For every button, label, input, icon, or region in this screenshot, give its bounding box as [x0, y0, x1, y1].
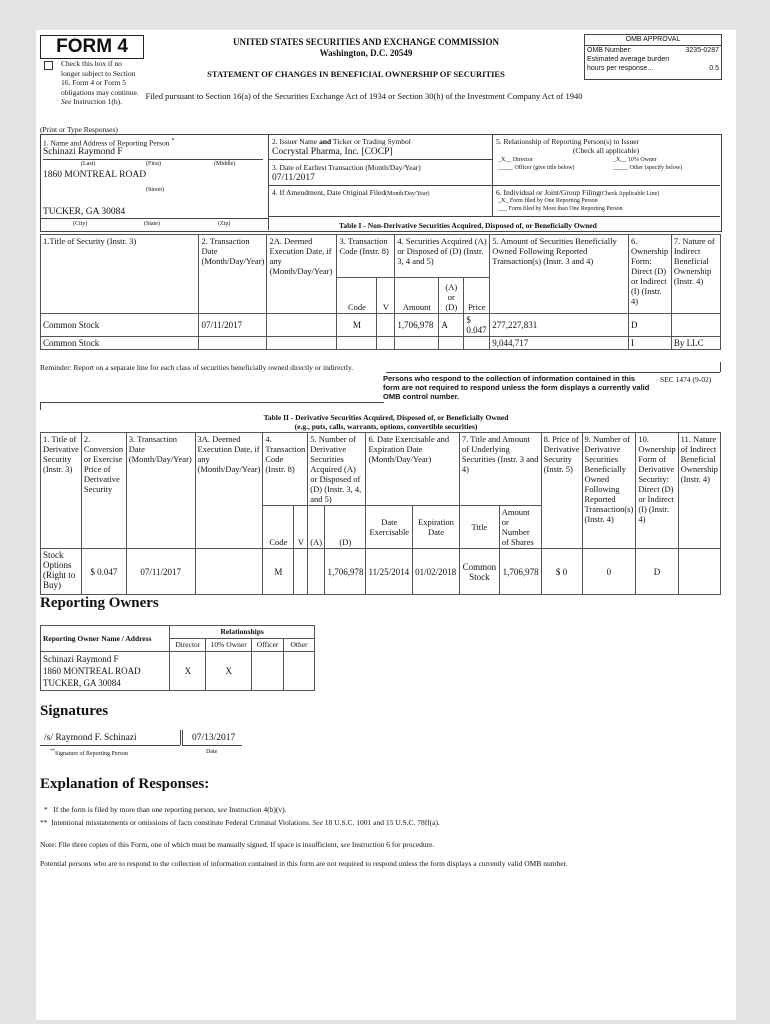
t2-r1-u-amount: 1,706,978 [499, 549, 541, 595]
ro-col-10: 10% Owner [206, 639, 252, 652]
t2-amount-col: Amount or Number of Shares [499, 506, 541, 549]
form-title: FORM 4 [56, 36, 128, 57]
ro-ten: X [206, 652, 252, 691]
omb-title: OMB APPROVAL [585, 35, 721, 46]
zip-label: (Zip) [218, 221, 231, 227]
table2 [40, 432, 721, 595]
table2-header [41, 433, 721, 506]
t1-r1-date: 07/11/2017 [199, 313, 267, 336]
street-label: (Street) [146, 187, 164, 193]
t2-r1-conv: $ 0.047 [81, 549, 126, 595]
omb-number-label: OMB Number: [587, 47, 632, 54]
t1-h3: 3. Transaction Code (Instr. 8) [337, 235, 395, 278]
t2-r1-d: 1,706,978 [325, 549, 366, 595]
agency-heading [186, 37, 546, 59]
t1-r1-aord: A [439, 313, 464, 336]
multi-person-filing: ___ Form filed by More than One Reporting Person [498, 206, 623, 212]
t1-r1-v [377, 313, 395, 336]
t1-h4: 4. Securities Acquired (A) or Disposed of (D) (Instr. 3, 4 and 5) [395, 235, 490, 278]
t2-d: (D) [325, 506, 366, 549]
date-label: Date [206, 749, 218, 755]
agency-city: Washington, D.C. 20549 [319, 48, 413, 58]
table1 [40, 234, 721, 350]
ro-col-name: Reporting Owner Name / Address [41, 626, 170, 652]
ten-percent-check: _X__ 10% Owner [613, 157, 657, 163]
checkbox-text: Check this box if no longer subject to Section 16. Form 4 or Form 5 obligations may continue. See Instruction 1(b). [61, 59, 139, 106]
table-row [41, 336, 721, 349]
t1-r1-owned: 277,227,831 [490, 313, 629, 336]
box4-label: 4. If Amendment, Date Original Filed(Month/Day/Year) [272, 188, 430, 197]
form-title-box [40, 35, 144, 59]
t1-aord: (A) or (D) [439, 277, 464, 313]
t1-r1-title: Common Stock [41, 313, 199, 336]
signatures-heading: Signatures [40, 703, 109, 719]
t1-r2-code [337, 336, 377, 349]
city-value: TUCKER, GA 30084 [43, 207, 126, 217]
sec-code: SEC 1474 (9-02) [660, 375, 712, 384]
t2-r1-code: M [263, 549, 294, 595]
t2-r1-deemed [195, 549, 263, 595]
box5-label: 5. Relationship of Reporting Person(s) to Issuer [496, 137, 640, 146]
t1-v: V [377, 277, 395, 313]
state-label: (State) [144, 221, 160, 227]
t1-r2-amount [395, 336, 439, 349]
t1-h2: 2. Transaction Date (Month/Day/Year) [199, 235, 267, 278]
potential-persons: Potential persons who are to respond to the collection of information contained in this form are not required to respond unless the form displays a currently valid OMB number. [40, 859, 568, 868]
last-label: (Last) [81, 161, 96, 167]
t2-h1: 1. Title of Derivative Security (Instr. 3) [41, 433, 82, 549]
table-row [41, 652, 315, 691]
t2-r1-v [294, 549, 308, 595]
t1-r1-price: $ 0.047 [464, 313, 490, 336]
statement-title: STATEMENT OF CHANGES IN BENEFICIAL OWNERSHIP OF SECURITIES [207, 69, 505, 79]
explanation-heading: Explanation of Responses: [40, 776, 210, 792]
t1-r2-owned: 9,044,717 [490, 336, 629, 349]
t2-code: Code [263, 506, 294, 549]
t1-amount: Amount [395, 277, 439, 313]
t1-h7: 7. Nature of Indirect Beneficial Ownership (Instr. 4) [671, 235, 720, 314]
table-row [41, 313, 721, 336]
ro-director: X [170, 652, 206, 691]
t2-v: V [294, 506, 308, 549]
t1-r2-aord [439, 336, 464, 349]
earliest-transaction-date: 07/11/2017 [272, 173, 315, 183]
t2-h2: 2. Conversion or Exercise Price of Derivative Security [81, 433, 126, 549]
officer-check: _____ Officer (give title below) [498, 165, 575, 171]
reporting-owners-heading: Reporting Owners [40, 595, 159, 611]
t2-r1-nature [678, 549, 720, 595]
t1-r2-title: Common Stock [41, 336, 199, 349]
street-value: 1860 MONTREAL ROAD [43, 170, 147, 180]
signature-date: 07/13/2017 [192, 733, 236, 743]
t1-r2-deemed [267, 336, 337, 349]
t1-r1-nature [671, 313, 720, 336]
t2-r1-form: D [636, 549, 678, 595]
ro-officer [252, 652, 284, 691]
t2-h4: 4. Transaction Code (Instr. 8) [263, 433, 308, 506]
footnote-2: ** Intentional misstatements or omissions of facts constitute Federal Criminal Violations. See 18 U.S.C. 1001 and 15 U.S.C. 78ff(a). [40, 818, 440, 827]
t1-r2-date [199, 336, 267, 349]
reporting-person-name: Schinazi Raymond F [43, 147, 123, 157]
omb-number: 3235-0287 [685, 47, 719, 54]
t2-h5: 5. Number of Derivative Securities Acquired (A) or Disposed of (D) (Instr. 3, 4, and 5) [308, 433, 366, 506]
t2-r1-expiration: 01/02/2018 [413, 549, 460, 595]
t1-h2a: 2A. Deemed Execution Date, if any (Month/Day/Year) [267, 235, 337, 278]
ro-col-other: Other [284, 639, 315, 652]
t2-h6: 6. Date Exercisable and Expiration Date (Month/Day/Year) [366, 433, 459, 506]
footnote-1: * If the form is filed by more than one reporting person, see Instruction 4(b)(v). [44, 805, 287, 814]
ro-col-officer: Officer [252, 639, 284, 652]
t1-r2-nature: By LLC [671, 336, 720, 349]
t2-r1-title: Stock Options (Right to Buy) [41, 549, 82, 595]
omb-burden: Estimated average burden [587, 56, 670, 63]
t1-code: Code [337, 277, 377, 313]
no-longer-subject-checkbox[interactable] [44, 61, 53, 70]
city-label: (City) [73, 221, 88, 227]
middle-label: (Middle) [214, 161, 236, 167]
t2-h10: 10. Ownership Form of Derivative Security: Direct (D) or Indirect (I) (Instr. 4) [636, 433, 678, 549]
t1-h5: 5. Amount of Securities Beneficially Owned Following Reported Transaction(s) (Instr. 3 and 4) [490, 235, 629, 278]
t1-h6: 6. Ownership Form: Direct (D) or Indirect (I) (Instr. 4) [628, 235, 671, 314]
ro-other [284, 652, 315, 691]
t1-r2-v [377, 336, 395, 349]
table1-header [41, 235, 721, 278]
persons-notice: Persons who respond to the collection of information contained in this form are not required to respond unless the form displays a currently valid OMB control number. [383, 374, 650, 401]
print-type: (Print or Type Responses) [40, 125, 118, 134]
signature-label: **Signature of Reporting Person [50, 749, 128, 757]
t1-r1-amount: 1,706,978 [395, 313, 439, 336]
ro-relationships: Relationships [170, 626, 315, 639]
agency-name: UNITED STATES SECURITIES AND EXCHANGE COMMISSION [233, 37, 499, 47]
t1-r1-form: D [628, 313, 671, 336]
t2-r1-a [308, 549, 325, 595]
t2-h9: 9. Number of Derivative Securities Beneficially Owned Following Reported Transaction(s) (Instr. 4) [582, 433, 636, 549]
omb-hours-label: hours per response... [587, 65, 654, 72]
table1-subheader [41, 277, 721, 313]
t2-h7: 7. Title and Amount of Underlying Securities (Instr. 3 and 4) [459, 433, 541, 506]
t1-r1-code: M [337, 313, 377, 336]
t1-price: Price [464, 277, 490, 313]
ro-owner: Schinazi Raymond F 1860 MONTREAL ROAD TUCKER, GA 30084 [41, 652, 170, 691]
signature-value: /s/ Raymond F. Schinazi [44, 733, 137, 743]
filed-pursuant: Filed pursuant to Section 16(a) of the Securities Exchange Act of 1934 or Section 30(h) of the Investment Company Act of 1940 [145, 91, 583, 101]
omb-box [584, 34, 722, 80]
t2-r1-date: 07/11/2017 [126, 549, 195, 595]
t2-r1-u-title: Common Stock [459, 549, 499, 595]
t2-h11: 11. Nature of Indirect Beneficial Ownership (Instr. 4) [678, 433, 720, 549]
reporting-owners-table [40, 625, 315, 691]
box3-label: 3. Date of Earliest Transaction (Month/Day/Year) [272, 163, 421, 172]
one-person-filing: _X_ Form filed by One Reporting Person [498, 198, 598, 204]
box2-label: 2. Issuer Name and Ticker or Trading Symbol [272, 137, 411, 146]
t2-r1-exercisable: 11/25/2014 [366, 549, 413, 595]
ro-col-director: Director [170, 639, 206, 652]
table1-title: Table I - Non-Derivative Securities Acquired, Disposed of, or Beneficially Owned [339, 221, 597, 230]
t1-r1-deemed [267, 313, 337, 336]
director-check: _X__ Director [498, 157, 533, 163]
t2-r1-owned: 0 [582, 549, 636, 595]
t2-title-col: Title [459, 506, 499, 549]
box1-label: 1. Name and Address of Reporting Person * [43, 137, 175, 148]
t2-date-ex: Date Exercisable [366, 506, 413, 549]
t1-r2-form: I [628, 336, 671, 349]
form-page [36, 30, 736, 1020]
t2-h3: 3. Transaction Date (Month/Day/Year) [126, 433, 195, 549]
box5-sub: (Check all applicable) [572, 146, 640, 155]
t2-exp: Expiration Date [413, 506, 460, 549]
issuer-name: Cocrystal Pharma, Inc. [COCP] [272, 147, 393, 157]
omb-hours: 0.5 [709, 65, 719, 72]
other-check: _____ Other (specify below) [613, 165, 683, 171]
table2-title: Table II - Derivative Securities Acquired, Disposed of, or Beneficially Owned (e.g., puts, calls, warrants, options, convertible securities) [263, 413, 509, 431]
box6-label: 6. Individual or Joint/Group Filing(Check Applicable Line) [496, 188, 660, 197]
t1-r2-price [464, 336, 490, 349]
reminder: Reminder: Report on a separate line for each class of securities beneficially owned directly or indirectly. [40, 363, 354, 372]
t2-h3a: 3A. Deemed Execution Date, if any (Month/Day/Year) [195, 433, 263, 549]
table-row [41, 549, 721, 595]
t2-r1-price: $ 0 [541, 549, 582, 595]
first-label: (First) [146, 161, 161, 167]
t2-a: (A) [308, 506, 325, 549]
note: Note: File three copies of this Form, one of which must be manually signed. If space is insufficient, see Instruction 6 for procedure. [40, 840, 435, 849]
t1-h1: 1.Title of Security (Instr. 3) [41, 235, 199, 278]
t2-h8: 8. Price of Derivative Security (Instr. 5) [541, 433, 582, 549]
